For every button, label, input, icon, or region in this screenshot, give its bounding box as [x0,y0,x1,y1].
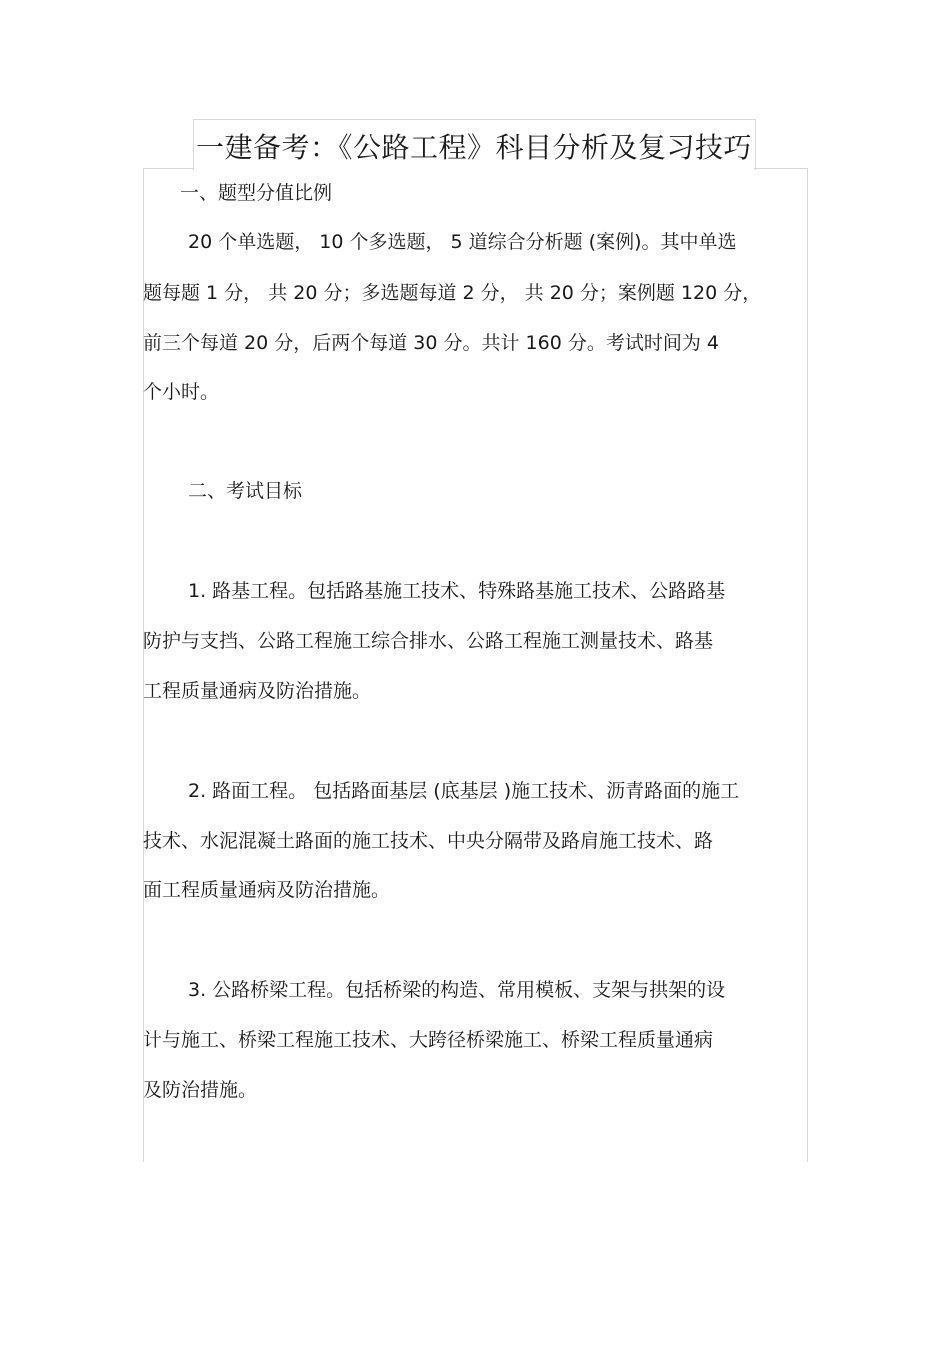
paragraph-line: 前三个每道 20 分，后两个每道 30 分。共计 160 分。考试时间为 4 [143,332,719,354]
frame-right [807,168,808,1162]
paragraph-line: 工程质量通病及防治措施。 [143,680,372,702]
paragraph-line: 20 个单选题， 10 个多选题， 5 道综合分析题 (案例)。其中单选 [188,231,737,253]
paragraph-line: 2. 路面工程。 包括路面基层 (底基层 )施工技术、沥青路面的施工 [188,780,740,802]
paragraph-line: 技术、水泥混凝土路面的施工技术、中央分隔带及路肩施工技术、路 [143,830,714,852]
paragraph-line: 1. 路基工程。包括路基施工技术、特殊路基施工技术、公路路基 [188,580,726,602]
paragraph-line: 3. 公路桥梁工程。包括桥梁的构造、常用模板、支架与拱架的设 [188,979,726,1001]
paragraph-line: 防护与支挡、公路工程施工综合排水、公路工程施工测量技术、路基 [143,630,714,652]
paragraph-line: 面工程质量通病及防治措施。 [143,879,391,901]
document-title: 一建备考：《公路工程》科目分析及复习技巧 [196,131,753,164]
section-heading: 一、题型分值比例 [180,182,333,204]
frame-top-left [143,168,193,169]
paragraph-line: 及防治措施。 [143,1079,258,1101]
paragraph-line: 计与施工、桥梁工程施工技术、大跨径桥梁施工、桥梁工程质量通病 [143,1029,714,1051]
section-heading: 二、考试目标 [188,480,303,502]
frame-top-right [754,168,808,169]
paragraph-line: 个小时。 [143,381,220,403]
frame-left [143,168,144,1162]
paragraph-line: 题每题 1 分， 共 20 分；多选题每道 2 分， 共 20 分；案例题 120 分， [143,282,762,304]
